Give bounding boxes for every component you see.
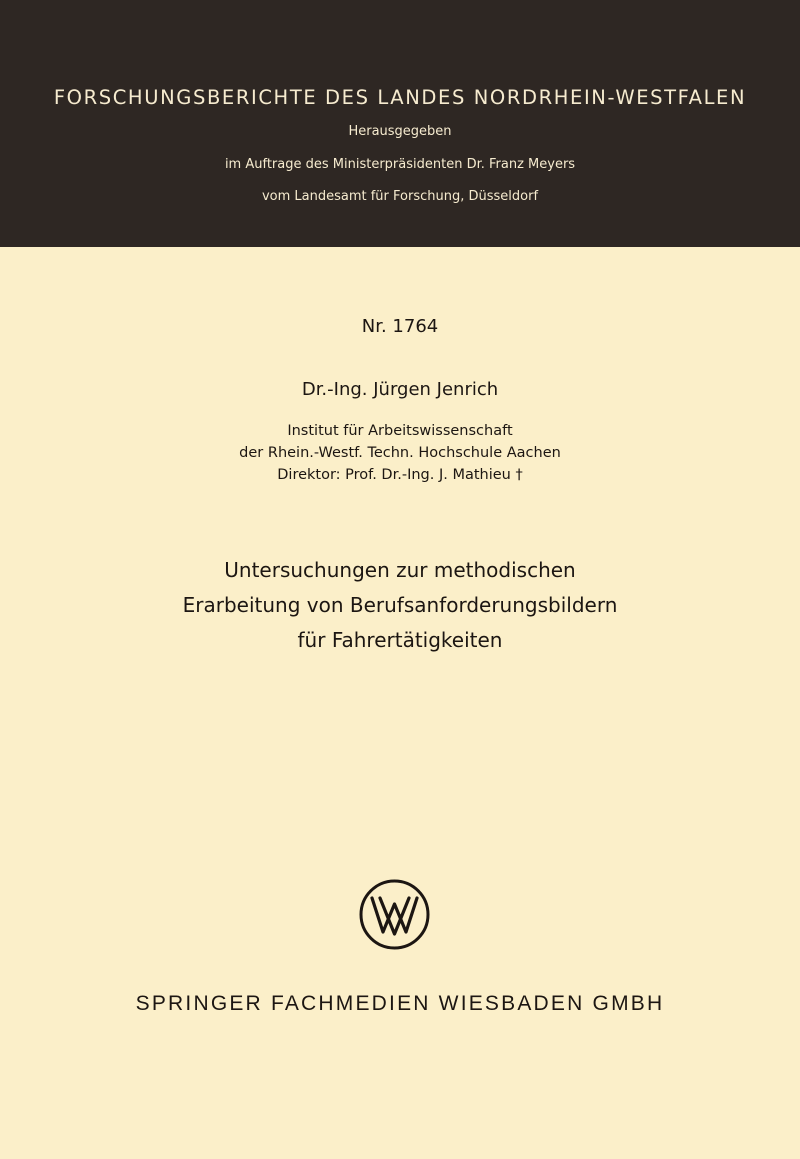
author-name: Dr.-Ing. Jürgen Jenrich: [301, 379, 499, 400]
office-note: vom Landesamt für Forschung, Düsseldorf: [261, 189, 539, 204]
title-line-3: für Fahrertätigkeiten: [297, 628, 503, 652]
springer-vw-logo-icon: [358, 878, 431, 951]
commission-note: im Auftrage des Ministerpräsidenten Dr. Franz Meyers: [224, 157, 576, 172]
header-band: [0, 0, 800, 247]
institute-line-2: der Rhein.-Westf. Techn. Hochschule Aachen: [239, 445, 561, 461]
title-line-1: Untersuchungen zur methodischen: [224, 558, 576, 582]
editor-note: Herausgegeben: [348, 124, 452, 139]
series-title: FORSCHUNGSBERICHTE DES LANDES NORDRHEIN-WESTFALEN: [53, 86, 747, 109]
report-number: Nr. 1764: [361, 316, 439, 337]
institute-line-1: Institut für Arbeitswissenschaft: [287, 423, 513, 439]
publisher-name: SPRINGER FACHMEDIEN WIESBADEN GMBH: [135, 992, 665, 1015]
title-line-2: Erarbeitung von Berufsanforderungsbildern: [182, 593, 618, 617]
institute-director: Direktor: Prof. Dr.-Ing. J. Mathieu †: [277, 467, 523, 483]
